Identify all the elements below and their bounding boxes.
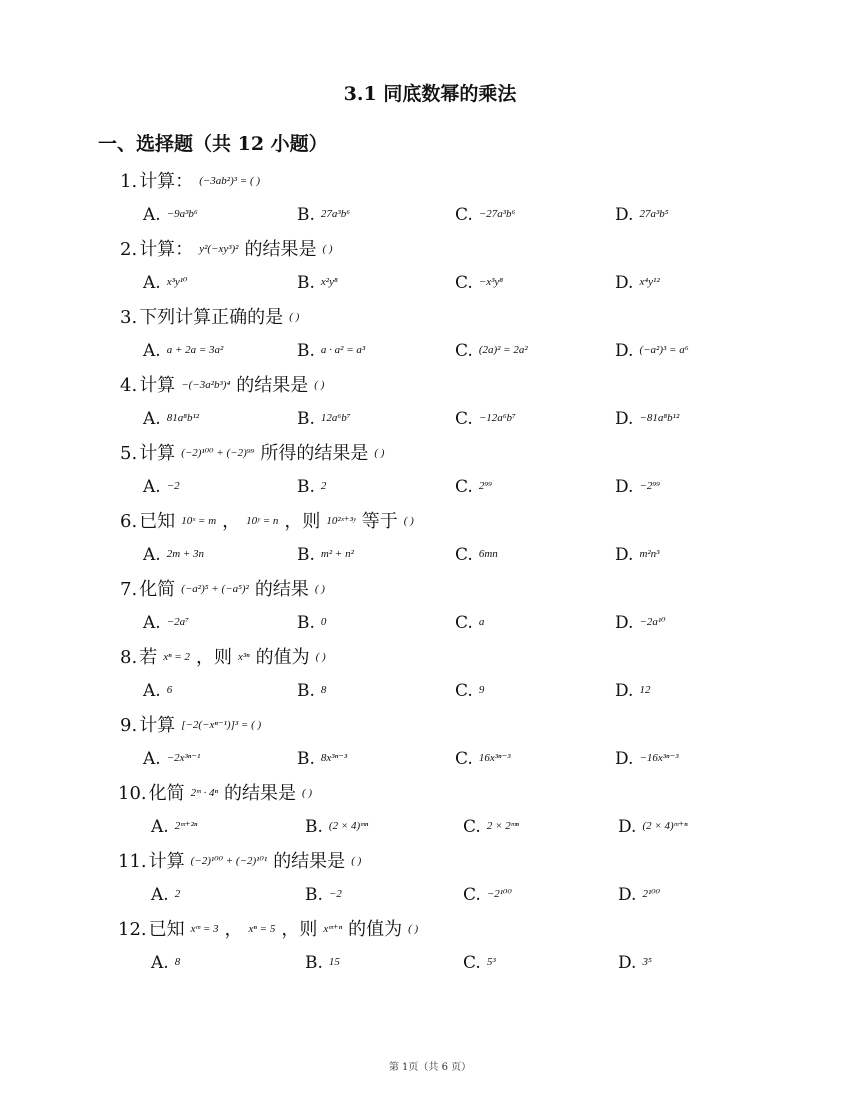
question-text: 的结果是: [244, 239, 317, 260]
answer-choices: [0, 678, 860, 704]
question-number: 10.: [118, 783, 147, 804]
question-text: 的结果是: [273, 851, 346, 872]
choice-letter: C.: [463, 885, 481, 905]
choice-c[interactable]: [455, 610, 484, 636]
choice-letter: D.: [615, 341, 634, 361]
choice-value: 5³: [486, 956, 496, 968]
question-stem: [120, 712, 267, 740]
choice-letter: B.: [297, 749, 315, 769]
section-heading: 一、选择题（共 12 小题）: [98, 133, 328, 155]
choice-value: −81a⁸b¹²: [639, 412, 680, 424]
math-expression: 10²ˣ⁺³ʸ: [326, 515, 356, 527]
choice-value: a + 2a = 3a²: [166, 344, 224, 356]
choice-a[interactable]: [151, 882, 180, 908]
choice-letter: A.: [143, 341, 161, 361]
choice-value: a · a² = a³: [320, 344, 366, 356]
math-expression: ( ): [314, 379, 325, 391]
choice-letter: C.: [455, 681, 473, 701]
math-expression: 2ᵐ · 4ⁿ: [190, 787, 218, 799]
math-expression: ( ): [351, 855, 362, 867]
choice-d[interactable]: [615, 746, 679, 772]
choice-value: 12a⁶b⁷: [320, 412, 351, 424]
question-number: 1.: [120, 171, 138, 192]
question-stem: [120, 440, 390, 468]
choice-c[interactable]: [455, 202, 515, 228]
choice-letter: D.: [615, 205, 634, 225]
question-stem: [120, 168, 266, 196]
math-expression: xᵐ⁺ⁿ: [323, 923, 343, 935]
question-stem: [120, 576, 331, 604]
choice-c[interactable]: [455, 678, 484, 704]
choice-value: −2: [328, 888, 342, 900]
choice-letter: D.: [615, 409, 634, 429]
question-text: 计算: [139, 715, 176, 736]
choice-c[interactable]: [463, 814, 519, 840]
choice-letter: D.: [615, 613, 634, 633]
choice-a[interactable]: [151, 950, 180, 976]
choice-value: m² + n²: [320, 548, 354, 560]
choice-a[interactable]: [151, 814, 197, 840]
question-number: 7.: [120, 579, 138, 600]
choice-letter: D.: [618, 885, 637, 905]
choice-value: −2: [166, 480, 180, 492]
page-title: 3.1 同底数幂的乘法: [343, 83, 517, 105]
choice-letter: D.: [615, 273, 634, 293]
question-text: 所得的结果是: [260, 443, 369, 464]
choice-value: −2⁹⁹: [639, 480, 661, 492]
answer-choices: [0, 814, 860, 840]
answer-choices: [0, 474, 860, 500]
choice-d[interactable]: [615, 406, 679, 432]
math-expression: xⁿ = 2: [163, 651, 190, 663]
choice-letter: B.: [297, 341, 315, 361]
answer-choices: [0, 270, 860, 296]
question-number: 12.: [118, 919, 147, 940]
choice-value: 27a³b⁶: [320, 208, 351, 220]
choice-letter: A.: [151, 953, 169, 973]
question-stem: [118, 780, 318, 808]
choice-letter: B.: [305, 953, 323, 973]
question-stem: [118, 916, 424, 944]
choice-letter: C.: [455, 273, 473, 293]
choice-letter: B.: [297, 545, 315, 565]
answer-choices: [0, 338, 860, 364]
choice-value: 2¹⁰⁰: [642, 888, 661, 900]
choice-value: −2a¹⁰: [639, 616, 666, 628]
choice-letter: D.: [615, 681, 634, 701]
choice-value: 12: [639, 684, 651, 696]
math-expression: x³ⁿ: [237, 651, 250, 663]
question-number: 3.: [120, 307, 138, 328]
math-expression: ( ): [374, 447, 385, 459]
math-expression: −(−3a²b³)⁴: [181, 379, 231, 391]
choice-letter: A.: [151, 885, 169, 905]
question-text: ，则: [195, 647, 232, 668]
choice-letter: D.: [618, 817, 637, 837]
math-expression: (−2)¹⁰⁰ + (−2)⁹⁹: [181, 447, 255, 459]
question-text: ，则: [284, 511, 321, 532]
choice-b[interactable]: [297, 678, 326, 704]
question-stem: [118, 848, 367, 876]
question-text: 等于: [361, 511, 398, 532]
choice-a[interactable]: [143, 338, 223, 364]
question-text: 的结果是: [236, 375, 309, 396]
choice-value: −27a³b⁶: [478, 208, 516, 220]
choice-value: x⁴y¹²: [639, 276, 660, 288]
math-expression: [−2(−xⁿ⁻¹)]³ = ( ): [181, 719, 262, 731]
math-expression: y²(−xy³)²: [199, 243, 239, 255]
choice-d[interactable]: [618, 814, 688, 840]
choice-d[interactable]: [615, 474, 660, 500]
choice-c[interactable]: [455, 542, 498, 568]
choice-value: −2x³ⁿ⁻¹: [166, 752, 201, 764]
question-stem: [120, 644, 332, 672]
choice-d[interactable]: [615, 270, 660, 296]
choice-value: 2: [320, 480, 327, 492]
math-expression: 10ʸ = n: [246, 515, 279, 527]
choice-a[interactable]: [143, 542, 204, 568]
choice-c[interactable]: [455, 406, 516, 432]
choice-value: 27a³b⁵: [639, 208, 669, 220]
question-text: 的结果是: [223, 783, 296, 804]
answer-choices: [0, 542, 860, 568]
question-text: 计算：: [139, 171, 194, 192]
choice-value: 0: [320, 616, 327, 628]
question-text: 计算: [148, 851, 185, 872]
question-number: 11.: [118, 851, 147, 872]
question-text: 已知: [148, 919, 185, 940]
choice-value: 3⁵: [642, 956, 652, 968]
choice-b[interactable]: [297, 474, 326, 500]
choice-letter: D.: [615, 749, 634, 769]
choice-letter: C.: [455, 545, 473, 565]
choice-value: x³y¹⁰: [166, 276, 188, 288]
question-text: 计算：: [139, 239, 194, 260]
choice-b[interactable]: [297, 610, 326, 636]
choice-letter: C.: [455, 205, 473, 225]
question-text: 化简: [139, 579, 176, 600]
choice-b[interactable]: [305, 882, 342, 908]
choice-letter: C.: [455, 341, 473, 361]
choice-a[interactable]: [143, 746, 200, 772]
choice-c[interactable]: [455, 338, 528, 364]
choice-value: 2m + 3n: [166, 548, 205, 560]
math-expression: ( ): [289, 311, 300, 323]
choice-b[interactable]: [305, 950, 340, 976]
answer-choices: [0, 406, 860, 432]
answer-choices: [0, 610, 860, 636]
choice-value: 8: [174, 956, 181, 968]
choice-b[interactable]: [297, 746, 347, 772]
question-stem: [120, 236, 339, 264]
choice-value: (2 × 4)ᵐⁿ: [328, 820, 369, 832]
choice-b[interactable]: [305, 814, 368, 840]
choice-letter: D.: [618, 953, 637, 973]
choice-letter: C.: [455, 477, 473, 497]
choice-value: −12a⁶b⁷: [478, 412, 516, 424]
question-number: 2.: [120, 239, 138, 260]
choice-c[interactable]: [455, 270, 503, 296]
question-text: ，: [224, 919, 243, 940]
question-text: 已知: [139, 511, 176, 532]
question-number: 9.: [120, 715, 138, 736]
choice-c[interactable]: [455, 746, 511, 772]
choice-value: −x³y⁸: [478, 276, 504, 288]
choice-letter: A.: [143, 613, 161, 633]
choice-d[interactable]: [615, 678, 650, 704]
choice-value: a: [478, 616, 485, 628]
choice-value: 2: [174, 888, 181, 900]
choice-letter: B.: [305, 817, 323, 837]
math-expression: (−3ab²)³ = ( ): [199, 175, 261, 187]
question-text: 下列计算正确的是: [139, 307, 284, 328]
answer-choices: [0, 202, 860, 228]
choice-value: 16x³ⁿ⁻³: [478, 752, 511, 764]
question-stem: [120, 508, 420, 536]
choice-c[interactable]: [455, 474, 492, 500]
choice-letter: A.: [143, 273, 161, 293]
choice-value: 6: [166, 684, 173, 696]
page-footer: 第 1页（共 6 页）: [388, 1062, 472, 1073]
question-text: 计算: [139, 443, 176, 464]
math-expression: ( ): [315, 651, 326, 663]
choice-value: x²y⁸: [320, 276, 338, 288]
choice-letter: A.: [143, 477, 161, 497]
choice-letter: A.: [151, 817, 169, 837]
choice-value: −16x³ⁿ⁻³: [639, 752, 679, 764]
choice-value: (2 × 4)ᵐ⁺ⁿ: [642, 820, 688, 832]
choice-value: −9a³b⁶: [166, 208, 198, 220]
choice-letter: C.: [455, 749, 473, 769]
choice-letter: A.: [143, 545, 161, 565]
choice-b[interactable]: [297, 270, 338, 296]
choice-letter: C.: [463, 817, 481, 837]
choice-b[interactable]: [297, 202, 350, 228]
choice-letter: B.: [297, 613, 315, 633]
choice-letter: B.: [297, 273, 315, 293]
choice-d[interactable]: [618, 950, 652, 976]
choice-d[interactable]: [615, 202, 669, 228]
choice-c[interactable]: [463, 950, 496, 976]
choice-value: (−a²)³ = a⁶: [639, 344, 689, 356]
choice-value: m²n³: [639, 548, 660, 560]
choice-value: (2a)² = 2a²: [478, 344, 528, 356]
choice-value: −2¹⁰⁰: [486, 888, 512, 900]
choice-b[interactable]: [297, 406, 351, 432]
math-expression: ( ): [314, 583, 325, 595]
choice-d[interactable]: [618, 882, 660, 908]
choice-value: 8: [320, 684, 327, 696]
choice-value: 81a⁸b¹²: [166, 412, 200, 424]
question-text: 化简: [148, 783, 185, 804]
math-expression: ( ): [408, 923, 419, 935]
question-text: 的值为: [255, 647, 310, 668]
choice-letter: C.: [455, 409, 473, 429]
answer-choices: [0, 950, 860, 976]
choice-letter: A.: [143, 205, 161, 225]
choice-a[interactable]: [143, 474, 180, 500]
question-number: 8.: [120, 647, 138, 668]
question-number: 4.: [120, 375, 138, 396]
choice-letter: A.: [143, 749, 161, 769]
choice-d[interactable]: [615, 610, 666, 636]
choice-b[interactable]: [297, 542, 354, 568]
choice-letter: C.: [463, 953, 481, 973]
math-expression: ( ): [301, 787, 313, 799]
question-stem: [120, 372, 330, 400]
choice-a[interactable]: [143, 678, 172, 704]
question-text: ，则: [281, 919, 318, 940]
choice-letter: A.: [143, 681, 161, 701]
question-number: 6.: [120, 511, 138, 532]
question-text: ，: [222, 511, 241, 532]
choice-value: 2⁹⁹: [478, 480, 492, 492]
choice-letter: D.: [615, 545, 634, 565]
math-expression: ( ): [403, 515, 414, 527]
answer-choices: [0, 746, 860, 772]
choice-letter: C.: [455, 613, 473, 633]
choice-d[interactable]: [615, 542, 659, 568]
choice-a[interactable]: [143, 610, 189, 636]
question-stem: [120, 304, 305, 332]
math-expression: xⁿ = 5: [248, 923, 276, 935]
question-number: 5.: [120, 443, 138, 464]
math-expression: 10ˣ = m: [181, 515, 217, 527]
choice-letter: B.: [305, 885, 323, 905]
math-expression: xᵐ = 3: [190, 923, 219, 935]
math-expression: ( ): [322, 243, 333, 255]
choice-letter: D.: [615, 477, 634, 497]
choice-value: 6mn: [478, 548, 498, 560]
question-text: 的结果: [254, 579, 309, 600]
question-text: 计算: [139, 375, 176, 396]
choice-value: 15: [328, 956, 340, 968]
choice-a[interactable]: [143, 406, 199, 432]
choice-letter: B.: [297, 681, 315, 701]
math-expression: (−2)¹⁰⁰ + (−2)¹⁰¹: [190, 855, 268, 867]
question-text: 若: [139, 647, 158, 668]
choice-value: 2 × 2ᵐⁿ: [486, 820, 519, 832]
choice-d[interactable]: [615, 338, 689, 364]
choice-a[interactable]: [143, 202, 198, 228]
choice-value: 8x³ⁿ⁻³: [320, 752, 348, 764]
math-expression: (−a²)⁵ + (−a⁵)²: [181, 583, 249, 595]
choice-c[interactable]: [463, 882, 512, 908]
choice-value: −2a⁷: [166, 616, 189, 628]
question-text: 的值为: [348, 919, 403, 940]
choice-a[interactable]: [143, 270, 187, 296]
choice-letter: A.: [143, 409, 161, 429]
choice-letter: B.: [297, 477, 315, 497]
answer-choices: [0, 882, 860, 908]
choice-value: 9: [478, 684, 485, 696]
choice-letter: B.: [297, 205, 315, 225]
choice-b[interactable]: [297, 338, 365, 364]
choice-letter: B.: [297, 409, 315, 429]
choice-value: 2ᵐ⁺²ⁿ: [174, 820, 198, 832]
